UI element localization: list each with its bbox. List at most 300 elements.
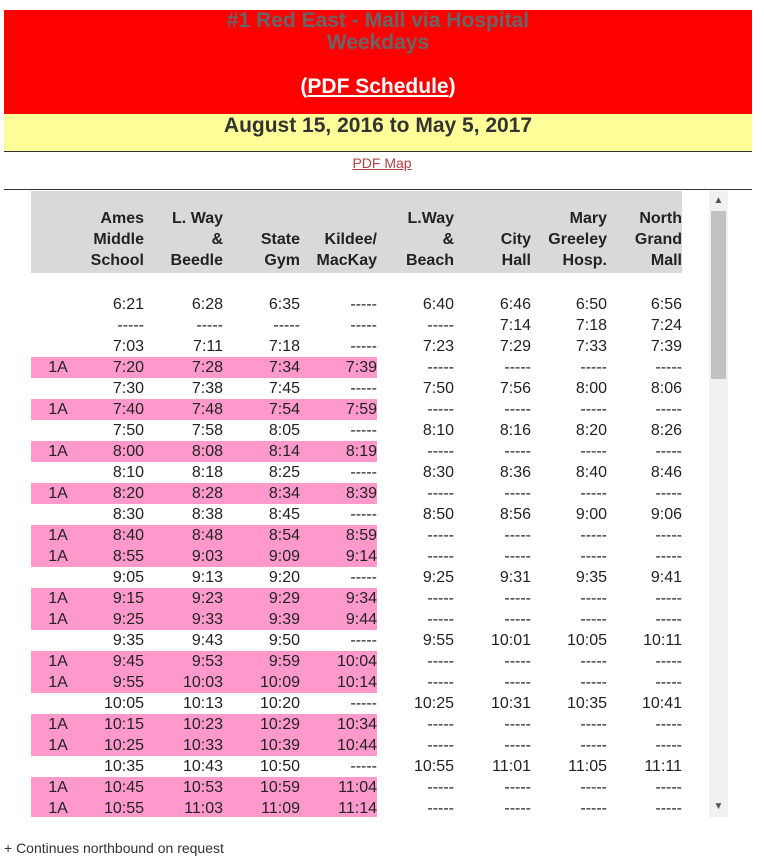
table-cell: 9:23	[146, 588, 223, 609]
table-cell: 6:35	[268, 296, 300, 313]
table-cell: 9:35	[575, 569, 607, 586]
table-cell: 8:16	[499, 422, 531, 439]
column-header	[85, 191, 146, 273]
table-cell: -----	[580, 674, 607, 691]
table-cell: 8:00	[85, 441, 146, 462]
table-cell: -----	[427, 716, 454, 733]
table-row	[31, 798, 682, 817]
scroll-thumb[interactable]	[711, 211, 726, 379]
table-cell	[31, 315, 85, 336]
table-cell: -----	[655, 611, 682, 628]
table-cell: 10:20	[259, 695, 300, 712]
table-cell: 10:43	[182, 758, 223, 775]
table-cell: 8:10	[112, 464, 144, 481]
table-cell: -----	[504, 611, 531, 628]
table-cell: 10:23	[146, 714, 223, 735]
table-cell: -----	[427, 737, 454, 754]
table-cell	[31, 294, 85, 315]
table-cell: -----	[350, 380, 377, 397]
table-cell: -----	[427, 548, 454, 565]
table-row	[31, 630, 682, 651]
table-cell: 8:30	[422, 464, 454, 481]
table-cell: -----	[350, 758, 377, 775]
table-cell: 10:25	[413, 695, 454, 712]
table-cell: -----	[655, 401, 682, 418]
table-cell: 11:11	[644, 758, 682, 775]
table-row	[31, 441, 682, 462]
table-row	[31, 336, 682, 357]
column-header-line: Mary	[569, 210, 607, 227]
table-cell: -----	[580, 800, 607, 817]
pdf-open-paren: (	[300, 75, 308, 98]
table-cell: -----	[504, 779, 531, 796]
table-cell: 10:05	[103, 695, 144, 712]
table-cell: -----	[655, 716, 682, 733]
table-cell: 8:30	[112, 506, 144, 523]
table-cell: 10:31	[490, 695, 531, 712]
table-cell: 8:59	[300, 525, 377, 546]
column-header-line: Hosp.	[562, 252, 607, 269]
table-cell: 8:06	[650, 380, 682, 397]
table-cell: 8:20	[85, 483, 146, 504]
table-cell: -----	[350, 422, 377, 439]
table-cell: 8:48	[146, 525, 223, 546]
pdf-schedule-link[interactable]: PDF Schedule	[307, 75, 449, 98]
table-cell: -----	[580, 737, 607, 754]
table-cell: -----	[504, 485, 531, 502]
column-header-line	[31, 229, 85, 250]
table-row	[31, 672, 682, 693]
column-header-line: Beach	[405, 252, 454, 269]
table-cell	[31, 462, 85, 483]
table-row	[31, 651, 682, 672]
table-cell: 9:03	[146, 546, 223, 567]
table-cell: 7:24	[650, 317, 682, 334]
table-cell: 8:19	[300, 441, 377, 462]
column-header-line	[31, 208, 85, 229]
table-cell	[31, 567, 85, 588]
table-cell: 10:53	[146, 777, 223, 798]
table-cell: 10:13	[182, 695, 223, 712]
column-header	[31, 191, 85, 273]
table-cell: 9:59	[223, 651, 300, 672]
table-cell: 10:55	[85, 798, 146, 817]
table-cell: 8:08	[146, 441, 223, 462]
table-header-row	[31, 191, 682, 273]
table-cell: -----	[580, 485, 607, 502]
table-cell: -----	[504, 443, 531, 460]
table-cell: -----	[504, 401, 531, 418]
table-cell: 9:33	[146, 609, 223, 630]
column-header-line: Hall	[501, 252, 531, 269]
table-cell: 9:06	[650, 506, 682, 523]
date-to: to	[389, 114, 410, 137]
table-row	[31, 693, 682, 714]
table-cell: 7:38	[191, 380, 223, 397]
pdf-close-paren: )	[448, 75, 456, 98]
table-cell: -----	[655, 548, 682, 565]
table-cell: 11:14	[300, 798, 377, 817]
table-cell: 7:34	[223, 357, 300, 378]
table-row	[31, 399, 682, 420]
table-cell: -----	[427, 527, 454, 544]
column-header-line: Greeley	[548, 231, 607, 248]
schedule-scroll-area[interactable]	[4, 191, 728, 817]
table-cell: 9:44	[300, 609, 377, 630]
table-cell: -----	[580, 653, 607, 670]
table-cell: 10:01	[490, 632, 531, 649]
table-cell: 7:14	[499, 317, 531, 334]
table-cell: 1A	[31, 735, 85, 756]
table-cell: 9:31	[499, 569, 531, 586]
table-cell: 1A	[31, 609, 85, 630]
table-cell: 1A	[31, 798, 85, 817]
table-cell: -----	[427, 800, 454, 817]
table-cell: -----	[655, 674, 682, 691]
table-cell: 7:11	[193, 338, 223, 355]
table-cell: 7:20	[85, 357, 146, 378]
table-cell: 10:50	[259, 758, 300, 775]
table-cell	[31, 378, 85, 399]
table-cell: -----	[655, 590, 682, 607]
table-cell: -----	[504, 716, 531, 733]
table-cell: 6:56	[650, 296, 682, 313]
column-header-line: State	[260, 231, 300, 248]
table-cell: -----	[350, 695, 377, 712]
table-cell: 7:18	[268, 338, 300, 355]
table-cell: -----	[427, 590, 454, 607]
table-cell: 10:05	[566, 632, 607, 649]
column-header-line: Gym	[264, 252, 300, 269]
table-cell: 1A	[31, 483, 85, 504]
table-cell: -----	[580, 611, 607, 628]
divider	[4, 189, 752, 190]
table-cell	[31, 756, 85, 777]
table-cell: -----	[655, 443, 682, 460]
table-cell: 11:04	[300, 777, 377, 798]
table-cell: 6:50	[575, 296, 607, 313]
table-cell: 10:44	[300, 735, 377, 756]
table-row	[31, 525, 682, 546]
column-header	[377, 191, 454, 273]
schedule-table	[31, 191, 682, 817]
table-cell: 7:39	[650, 338, 682, 355]
table-cell: 8:39	[300, 483, 377, 504]
table-cell: 9:45	[85, 651, 146, 672]
table-cell: 6:46	[499, 296, 531, 313]
table-cell: 10:33	[146, 735, 223, 756]
table-cell	[31, 630, 85, 651]
table-cell: -----	[427, 674, 454, 691]
table-cell: 1A	[31, 588, 85, 609]
column-header-line: Beedle	[170, 252, 223, 269]
table-cell: 8:46	[650, 464, 682, 481]
vertical-scrollbar[interactable]	[709, 191, 728, 817]
table-cell: -----	[427, 359, 454, 376]
table-cell: 8:54	[223, 525, 300, 546]
column-header-line: L.Way	[407, 210, 454, 227]
table-cell: -----	[580, 527, 607, 544]
footnote: + Continues northbound on request	[4, 840, 224, 856]
pdf-schedule-line	[4, 74, 752, 100]
table-cell: -----	[350, 338, 377, 355]
table-cell: 9:43	[191, 632, 223, 649]
table-cell: -----	[580, 590, 607, 607]
table-cell: 6:40	[422, 296, 454, 313]
table-cell: 9:53	[146, 651, 223, 672]
column-header-line: &	[442, 231, 454, 248]
table-cell: 8:38	[191, 506, 223, 523]
table-cell: -----	[580, 716, 607, 733]
column-header-line	[454, 208, 531, 229]
table-cell: 7:33	[575, 338, 607, 355]
table-cell: 7:56	[499, 380, 531, 397]
table-cell: 10:09	[223, 672, 300, 693]
table-cell: -----	[350, 464, 377, 481]
table-cell: -----	[196, 317, 223, 334]
table-cell: 10:04	[300, 651, 377, 672]
table-row	[31, 777, 682, 798]
route-banner	[4, 10, 752, 114]
table-cell: 1A	[31, 357, 85, 378]
column-header-line: School	[90, 252, 144, 269]
column-header	[146, 191, 223, 273]
table-cell: 8:36	[499, 464, 531, 481]
table-cell: 7:03	[112, 338, 144, 355]
table-cell: -----	[655, 737, 682, 754]
table-cell: 10:11	[643, 632, 682, 649]
table-cell: 9:25	[85, 609, 146, 630]
table-cell: -----	[427, 401, 454, 418]
table-cell: 11:09	[223, 798, 300, 817]
table-cell: 7:54	[223, 399, 300, 420]
table-cell: -----	[655, 800, 682, 817]
table-cell: -----	[655, 779, 682, 796]
table-cell: -----	[350, 569, 377, 586]
table-cell: 7:28	[146, 357, 223, 378]
table-cell: -----	[580, 401, 607, 418]
table-cell: 8:05	[268, 422, 300, 439]
table-cell: -----	[580, 359, 607, 376]
table-cell: -----	[427, 611, 454, 628]
table-cell: 10:15	[85, 714, 146, 735]
table-cell: 9:55	[85, 672, 146, 693]
scroll-down-icon[interactable]: ▼	[713, 801, 724, 812]
table-cell: 7:18	[575, 317, 607, 334]
table-cell: 10:39	[223, 735, 300, 756]
table-cell: -----	[427, 779, 454, 796]
table-cell: 7:40	[85, 399, 146, 420]
table-cell: -----	[427, 485, 454, 502]
table-cell: 1A	[31, 441, 85, 462]
table-cell: 7:30	[112, 380, 144, 397]
table-cell: -----	[655, 359, 682, 376]
date-end: May 5, 2017	[415, 114, 533, 137]
table-cell: 8:10	[422, 422, 454, 439]
table-cell: 8:25	[268, 464, 300, 481]
column-header-line: Kildee/	[324, 231, 377, 248]
table-row	[31, 735, 682, 756]
table-cell: 9:05	[112, 569, 144, 586]
table-cell: 1A	[31, 546, 85, 567]
column-header	[607, 191, 682, 273]
table-cell: 10:55	[413, 758, 454, 775]
table-cell: -----	[350, 506, 377, 523]
table-cell: -----	[350, 296, 377, 313]
table-cell	[31, 420, 85, 441]
table-cell: -----	[350, 317, 377, 334]
table-cell: 10:34	[300, 714, 377, 735]
column-header-line	[223, 208, 300, 229]
table-cell: 10:41	[641, 695, 682, 712]
table-cell: 9:00	[575, 506, 607, 523]
table-cell: 6:28	[191, 296, 223, 313]
column-header-line: Grand	[634, 231, 682, 248]
table-cell: -----	[117, 317, 144, 334]
route-title: #1 Red East - Mall via Hospital	[226, 9, 530, 32]
table-cell: -----	[504, 359, 531, 376]
table-cell: -----	[655, 527, 682, 544]
table-cell: 8:26	[650, 422, 682, 439]
table-cell: 9:09	[223, 546, 300, 567]
table-row	[31, 609, 682, 630]
table-cell: -----	[504, 737, 531, 754]
table-cell: 11:03	[146, 798, 223, 817]
table-cell: -----	[580, 548, 607, 565]
table-cell: 9:35	[112, 632, 144, 649]
table-row	[31, 546, 682, 567]
table-row	[31, 756, 682, 777]
table-cell: 7:23	[422, 338, 454, 355]
table-cell: 9:41	[650, 569, 682, 586]
column-header-line: MacKay	[316, 252, 377, 269]
table-cell: 1A	[31, 525, 85, 546]
table-cell: 10:29	[223, 714, 300, 735]
table-cell: 9:39	[223, 609, 300, 630]
table-cell	[31, 336, 85, 357]
table-cell: 1A	[31, 777, 85, 798]
column-header-line: City	[500, 231, 531, 248]
table-cell: 7:39	[300, 357, 377, 378]
pdf-map-link[interactable]: PDF Map	[352, 155, 412, 171]
table-cell: 7:29	[499, 338, 531, 355]
table-cell: 8:20	[575, 422, 607, 439]
table-cell: 1A	[31, 672, 85, 693]
table-cell: 9:15	[85, 588, 146, 609]
spacer-row	[31, 273, 682, 294]
table-cell: 1A	[31, 651, 85, 672]
table-cell: 10:35	[103, 758, 144, 775]
date-range-band	[4, 114, 752, 152]
table-cell: 7:50	[422, 380, 454, 397]
column-header-line: Ames	[100, 210, 144, 227]
date-start: August 15, 2016	[223, 114, 384, 137]
column-header-line: North	[639, 210, 682, 227]
table-cell: 11:01	[492, 758, 531, 775]
table-cell	[31, 693, 85, 714]
column-header	[531, 191, 607, 273]
table-cell: 10:03	[146, 672, 223, 693]
table-row	[31, 462, 682, 483]
table-row	[31, 588, 682, 609]
table-row	[31, 357, 682, 378]
table-cell: 8:55	[85, 546, 146, 567]
table-cell: 1A	[31, 399, 85, 420]
column-header	[454, 191, 531, 273]
table-cell: -----	[655, 485, 682, 502]
table-cell: 9:50	[268, 632, 300, 649]
table-cell: 9:55	[422, 632, 454, 649]
column-header-line: Mall	[650, 252, 682, 269]
column-header	[300, 191, 377, 273]
table-cell: 7:50	[112, 422, 144, 439]
table-row	[31, 714, 682, 735]
table-cell: 8:14	[223, 441, 300, 462]
table-cell: -----	[580, 443, 607, 460]
table-cell: -----	[504, 674, 531, 691]
table-cell: -----	[427, 443, 454, 460]
table-body	[31, 273, 682, 817]
table-cell: -----	[350, 632, 377, 649]
table-cell: 8:00	[575, 380, 607, 397]
table-cell: 7:58	[191, 422, 223, 439]
table-row	[31, 378, 682, 399]
table-row	[31, 483, 682, 504]
column-header-line: L. Way	[172, 210, 223, 227]
table-cell: 10:14	[300, 672, 377, 693]
table-cell: -----	[427, 653, 454, 670]
table-cell: -----	[504, 800, 531, 817]
table-cell: 8:40	[85, 525, 146, 546]
table-cell: 8:56	[499, 506, 531, 523]
table-cell: 6:21	[112, 296, 144, 313]
table-cell: -----	[504, 527, 531, 544]
table-cell: 10:59	[223, 777, 300, 798]
table-cell: 7:59	[300, 399, 377, 420]
table-cell: 8:50	[422, 506, 454, 523]
table-cell: 8:45	[268, 506, 300, 523]
table-cell: 7:48	[146, 399, 223, 420]
table-cell: -----	[504, 548, 531, 565]
column-header-line: Middle	[93, 231, 144, 248]
table-row	[31, 315, 682, 336]
table-cell: 8:18	[191, 464, 223, 481]
table-cell: 9:25	[422, 569, 454, 586]
table-cell	[31, 504, 85, 525]
table-cell: -----	[580, 779, 607, 796]
table-row	[31, 504, 682, 525]
table-cell: -----	[427, 317, 454, 334]
scroll-up-icon[interactable]: ▲	[713, 195, 724, 206]
column-header-line: &	[211, 231, 223, 248]
column-header-line	[31, 250, 85, 271]
table-cell: 8:40	[575, 464, 607, 481]
table-cell: 8:28	[146, 483, 223, 504]
table-cell: 10:45	[85, 777, 146, 798]
column-header	[223, 191, 300, 273]
table-cell: 10:25	[85, 735, 146, 756]
table-row	[31, 567, 682, 588]
column-header-line	[300, 208, 377, 229]
table-cell: -----	[655, 653, 682, 670]
table-cell: 9:29	[223, 588, 300, 609]
table-cell: -----	[273, 317, 300, 334]
table-row	[31, 420, 682, 441]
table-cell: -----	[504, 590, 531, 607]
table-cell: 9:14	[300, 546, 377, 567]
table-cell: 9:20	[268, 569, 300, 586]
table-cell: 9:13	[191, 569, 223, 586]
